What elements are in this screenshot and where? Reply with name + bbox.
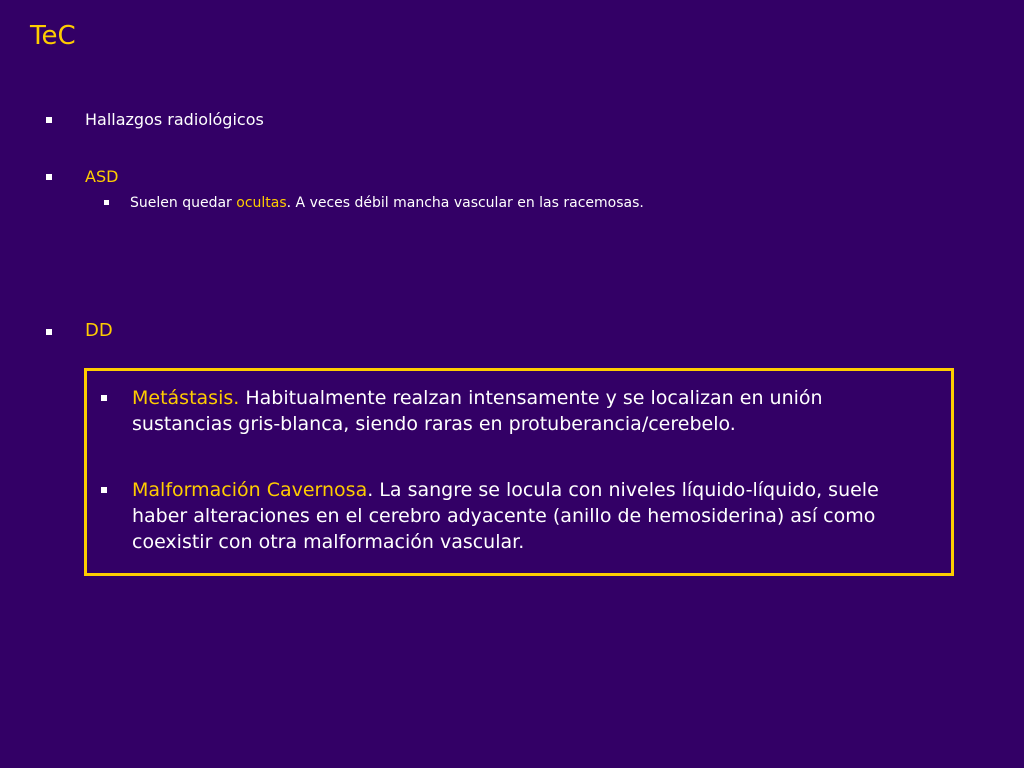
dd-item-malformacion: [101, 477, 921, 555]
bullet-square-icon: [101, 487, 107, 493]
dd-item-body: Habitualmente realzan intensamente y se localizan en unión sustancias gris-blanca, siendo raras en protuberancia/cerebelo.: [132, 387, 823, 435]
bullet-label: Hallazgos radiológicos: [85, 110, 264, 129]
bullet-label: DD: [85, 320, 113, 341]
bullet-hallazgos: [46, 109, 264, 131]
sub-bullet-suffix: . A veces débil mancha vascular en las racemosas.: [286, 195, 644, 211]
bullet-square-icon: [46, 329, 52, 335]
dd-box: [84, 368, 954, 576]
bullet-square-icon: [46, 174, 52, 180]
sub-bullet-highlight: ocultas: [236, 195, 287, 211]
sub-bullet-text: [130, 194, 644, 212]
bullet-square-icon: [104, 200, 109, 205]
dd-item-body: . La sangre se locula con niveles líquido-líquido, suele haber alteraciones en el cerebro adyacente (anillo de hemosiderina) así como coexistir con otra malformación vascular.: [132, 479, 879, 553]
bullet-dd: [46, 320, 113, 342]
bullet-label: ASD: [85, 167, 119, 186]
slide-title: TeC: [30, 21, 76, 51]
dd-item-metastasis: [101, 385, 921, 437]
sub-bullet-prefix: Suelen quedar: [130, 195, 237, 211]
dd-item-highlight: Malformación Cavernosa: [132, 479, 368, 501]
dd-item-text: [132, 477, 921, 555]
bullet-asd: [46, 166, 118, 188]
dd-item-highlight: Metástasis.: [132, 387, 240, 409]
sub-bullet-asd: [104, 194, 644, 212]
dd-item-text: [132, 385, 921, 437]
bullet-square-icon: [46, 117, 52, 123]
bullet-square-icon: [101, 395, 107, 401]
